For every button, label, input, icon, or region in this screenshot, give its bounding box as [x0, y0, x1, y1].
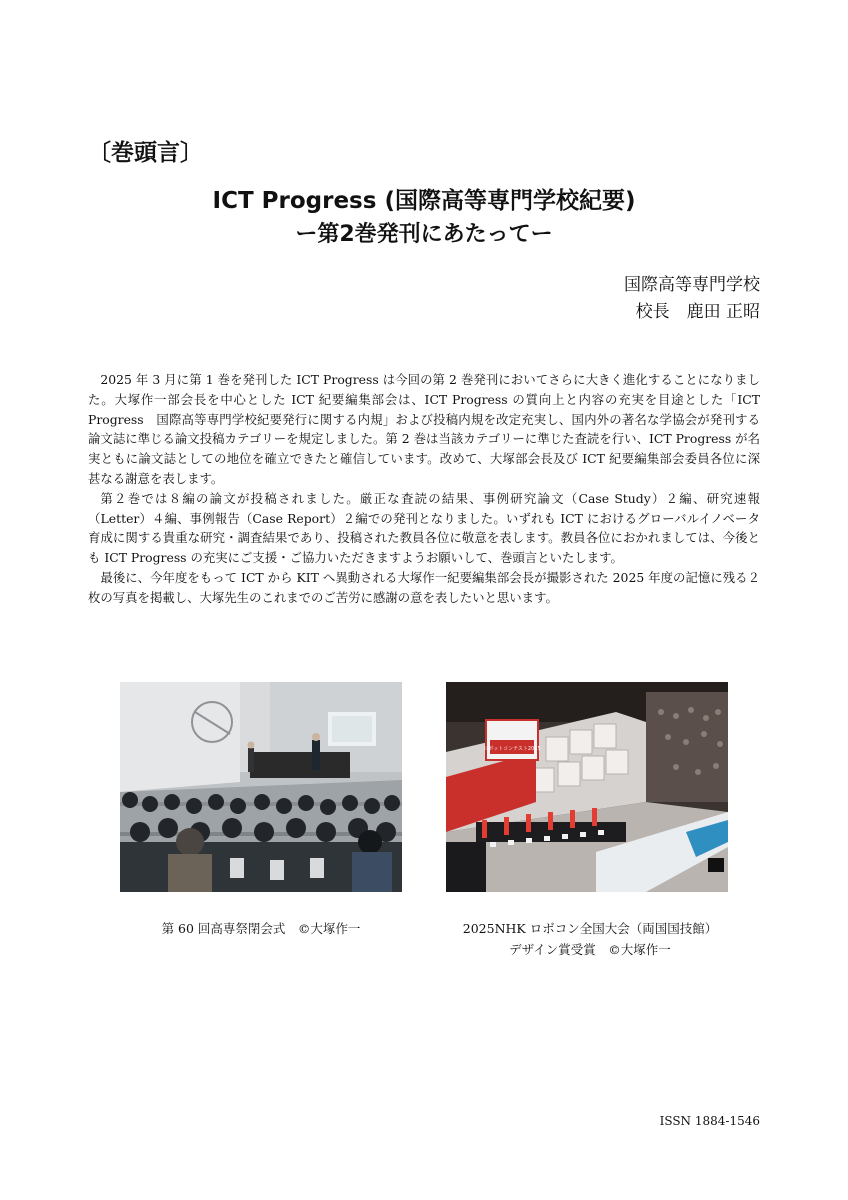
photo-robocon-image [446, 682, 728, 892]
issn-number: ISSN 1884-1546 [659, 1114, 760, 1128]
caption-left-text: 第 60 回高専祭閉会式 ©大塚作一 [161, 921, 361, 936]
document-subtitle: ー第2巻発刊にあたってー [295, 222, 553, 247]
photo-closing-ceremony-image [120, 682, 402, 892]
paragraph-2: 第２巻では８編の論文が投稿されました。厳正な査読の結果、事例研究論文（Case Study）２編、研究速報（Letter）４編、事例報告（Case Report）２編での発刊となりました。いずれも ICT におけるグローバルイノベータ育成に関する貴重な研究・調査結果であり、投稿された教員各位に敬意を表します。教員各位におかれましては、今後とも ICT Progress の充実にご支援・ご協力いただきますようお願いして、巻頭言といたします。 [88, 490, 760, 566]
author-affiliation: 国際高等専門学校 [624, 275, 760, 295]
caption-left [120, 918, 402, 939]
section-label: 〔巻頭言〕 [88, 140, 203, 166]
photo-closing-ceremony [120, 682, 402, 892]
body-text [88, 370, 760, 608]
paragraph-3: 最後に、今年度をもって ICT から KIT へ異動される大塚作一紀要編集部会長が撮影された 2025 年度の記憶に残る２枚の写真を掲載し、大塚先生のこれまでのご苦労に感謝の意を表したいと思います。 [88, 569, 760, 605]
caption-right-line2: デザイン賞受賞 ©大塚作一 [509, 942, 671, 957]
photo-robocon [446, 682, 728, 892]
caption-right [420, 918, 760, 960]
caption-right-line1: 2025NHK ロボコン全国大会（両国国技館） [462, 921, 718, 936]
document-title: ICT Progress (国際高等専門学校紀要) [212, 188, 636, 214]
paragraph-1: 2025 年 3 月に第 1 巻を発刊した ICT Progress は今回の第 2 巻発刊においてさらに大きく進化することになりました。大塚作一部会長を中心とした ICT 紀要編集部会は、ICT Progress の質向上と内容の充実を目途とした「ICT Progress 国際高等専門学校紀要発行に関する内規」および投稿内規を改定充実し、国内外の著名な学協会が発刊する論文誌に準じる論文投稿カテゴリーを規定しました。第 2 巻は当該カテゴリーに準じた査読を行い、ICT Progress が名実ともに論文誌としての地位を確立できたと確信しています。改めて、大塚部会長及び ICT 紀要編集部会委員各位に深甚なる謝意を表します。 [88, 372, 760, 486]
title-block [0, 184, 848, 252]
author-block [624, 272, 760, 326]
author-name: 校長 鹿田 正昭 [635, 302, 760, 322]
robocon-banner-text: ロボットコンテスト2025 [483, 746, 541, 752]
